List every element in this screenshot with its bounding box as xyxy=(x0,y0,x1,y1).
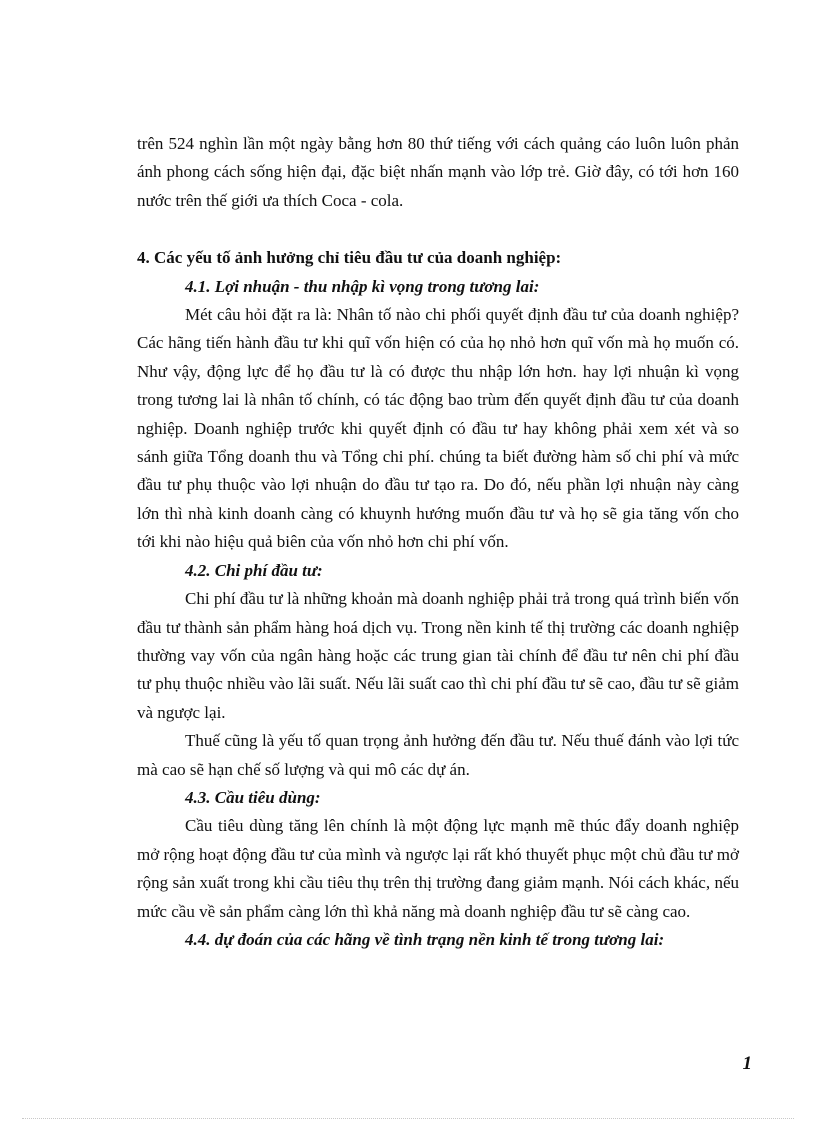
page-content xyxy=(137,130,739,954)
section-4-1-paragraph: Mét câu hỏi đặt ra là: Nhân tố nào chi phối quyết định đầu tư của doanh nghiệp? Các hãng tiến hành đầu tư khi quĩ vốn hiện có của họ nhỏ hơn quĩ vốn mà họ muốn có. Như vậy, động lực để họ đầu tư là có được thu nhập lớn hơn. hay lợi nhuận kì vọng trong tương lai là nhân tố chính, có tác động bao trùm đến quyết định đầu tư của doanh nghiệp. Doanh nghiệp trước khi quyết định có đầu tư hay không phải xem xét và so sánh giữa Tổng doanh thu và Tổng chi phí. chúng ta biết đường hàm số chi phí và mức đầu tư phụ thuộc vào lợi nhuận do đầu tư tạo ra. Do đó, nếu phần lợi nhuận này càng lớn thì nhà kinh doanh càng có khuynh hướng muốn đầu tư và họ sẽ gia tăng vốn cho tới khi nào hiệu quả biên của vốn nhỏ hơn chi phí vốn. xyxy=(137,305,739,552)
section-4-2-heading: 4.2. Chi phí đầu tư: xyxy=(185,560,323,580)
section-4-2-paragraph-1: Chi phí đầu tư là những khoản mà doanh nghiệp phải trả trong quá trình biến vốn đầu tư thành sản phẩm hàng hoá dịch vụ. Trong nền kinh tế thị trường các doanh nghiệp thường vay vốn của ngân hàng hoặc các trung gian tài chính để đầu tư nên chi phí đầu tư phụ thuộc nhiều vào lãi suất. Nếu lãi suất cao thì chi phí đầu tư sẽ cao, đầu tư sẽ giảm và ngược lại. xyxy=(137,589,739,722)
section-4-3-paragraph: Cầu tiêu dùng tăng lên chính là một động lực mạnh mẽ thúc đẩy doanh nghiệp mở rộng hoạt động đầu tư của mình và ngược lại rất khó thuyết phục một chủ đầu tư mở rộng sản xuất trong khi cầu tiêu thụ trên thị trường đang giảm mạnh. Nói cách khác, nếu mức cầu về sản phẩm càng lớn thì khả năng mà doanh nghiệp đầu tư sẽ càng cao. xyxy=(137,816,739,921)
section-4-4-heading: 4.4. dự đoán của các hãng về tình trạng nền kinh tế trong tương lai: xyxy=(185,929,665,949)
section-4-2-paragraph-2: Thuế cũng là yếu tố quan trọng ảnh hưởng đến đầu tư. Nếu thuế đánh vào lợi tức mà cao sẽ hạn chế số lượng và qui mô các dự án. xyxy=(137,731,739,779)
section-4-1-heading: 4.1. Lợi nhuận - thu nhập kì vọng trong tương lai: xyxy=(185,276,540,296)
intro-paragraph: trên 524 nghìn lần một ngày bằng hơn 80 thứ tiếng với cách quảng cáo luôn luôn phản ánh phong cách sống hiện đại, đặc biệt nhấn mạnh vào lớp trẻ. Giờ đây, có tới hơn 160 nước trên thế giới ưa thích Coca - cola. xyxy=(137,134,739,210)
page-bottom-rule xyxy=(22,1118,794,1119)
page-number: 1 xyxy=(742,1053,752,1074)
section-4-3-heading: 4.3. Cầu tiêu dùng: xyxy=(185,787,321,807)
section-4-heading: 4. Các yếu tố ảnh hưởng chỉ tiêu đầu tư của doanh nghiệp: xyxy=(137,248,562,268)
